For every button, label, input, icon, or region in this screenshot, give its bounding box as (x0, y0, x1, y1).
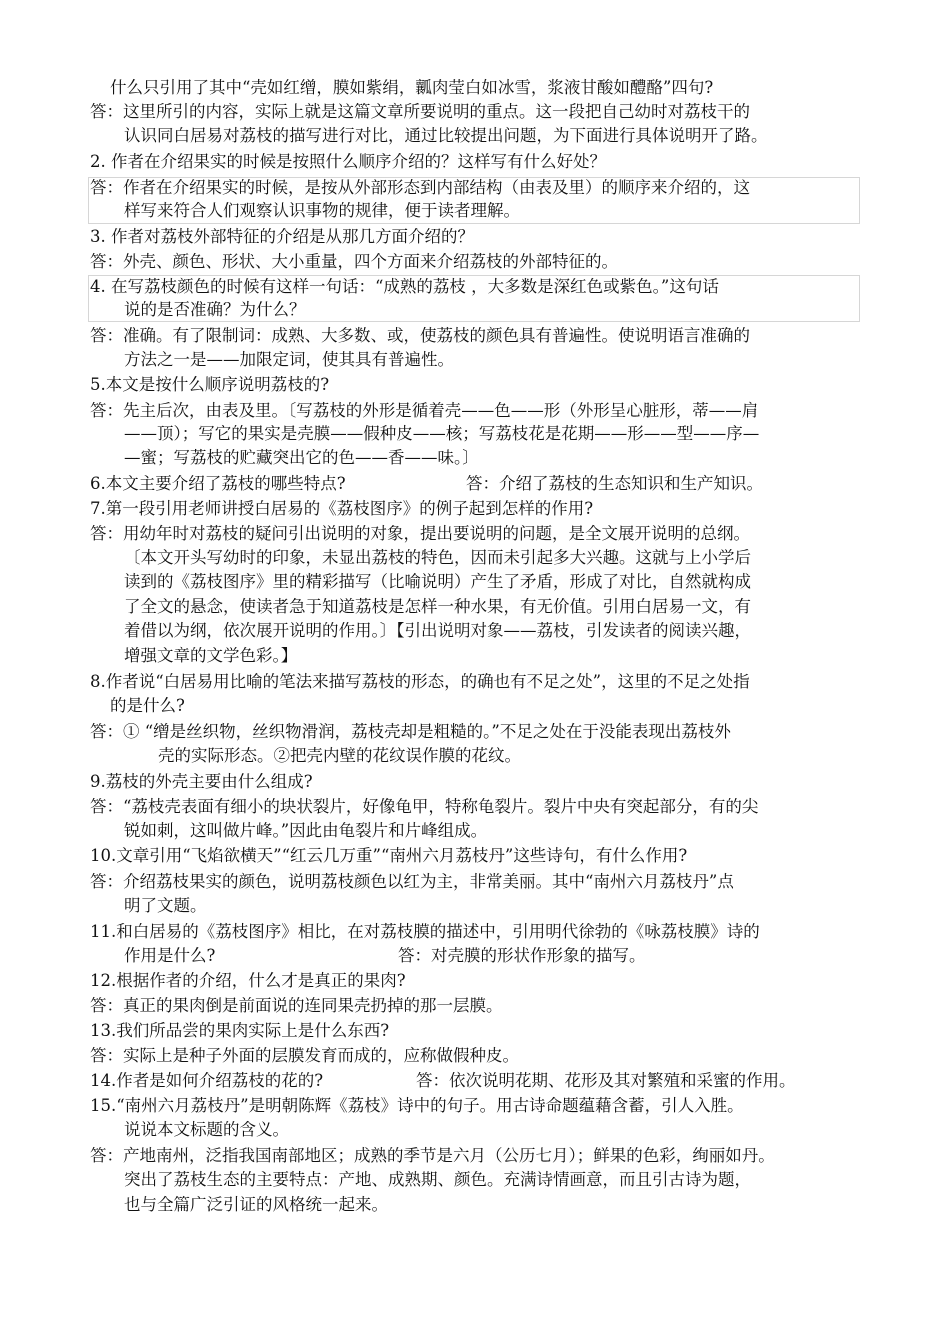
text-line: 作用是什么? (124, 946, 216, 965)
text-line: 方法之一是——加限定词，使其具有普遍性。 (124, 350, 454, 369)
text-line: 10.文章引用“飞焰欲横天”“红云几万重”“南州六月荔枝丹”这些诗句，有什么作用? (90, 846, 688, 865)
text-line: 答：对壳膜的形状作形象的描写。 (398, 946, 646, 965)
text-line: 答：用幼年时对荔枝的疑问引出说明的对象，提出要说明的问题，是全文展开说明的总纲。 (90, 524, 750, 543)
text-line: 15.“南州六月荔枝丹”是明朝陈辉《荔枝》诗中的句子。用古诗命题蕴藉含蓄，引人入胜。 (90, 1096, 744, 1115)
text-line: 明了文题。 (124, 896, 207, 915)
text-line: 答：介绍荔枝果实的颜色，说明荔枝颜色以红为主，非常美丽。其中“南州六月荔枝丹”点 (90, 872, 734, 891)
text-line: 壳的实际形态。②把壳内壁的花纹误作膜的花纹。 (158, 746, 521, 765)
text-line: 4. 在写荔枝颜色的时候有这样一句话：“成熟的荔枝 ，大多数是深红色或紫色。”这句话 (90, 277, 719, 296)
text-line: ——顶）；写它的果实是壳膜——假种皮——核；写荔枝花是花期——形——型——序— (124, 424, 760, 443)
text-line: 样写来符合人们观察认识事物的规律，便于读者理解。 (124, 201, 520, 220)
text-line: 13.我们所品尝的果肉实际上是什么东西? (90, 1021, 390, 1040)
text-line: 9.荔枝的外壳主要由什么组成? (90, 772, 313, 791)
text-line: 增强文章的文学色彩。】 (124, 646, 298, 665)
text-line: 锐如刺，这叫做片峰。”因此由龟裂片和片峰组成。 (124, 821, 488, 840)
text-line: 5.本文是按什么顺序说明荔枝的? (90, 375, 330, 394)
text-line: 什么只引用了其中“壳如红缯，膜如紫绢，瓤肉莹白如冰雪，浆液甘酸如醴酪”四句? (110, 78, 714, 97)
text-line: 答：这里所引的内容，实际上就是这篇文章所要说明的重点。这一段把自己幼时对荔枝干的 (90, 102, 750, 121)
text-line: 答：依次说明花期、花形及其对繁殖和采蜜的作用。 (416, 1071, 796, 1090)
text-line: 2. 作者在介绍果实的时候是按照什么顺序介绍的？这样写有什么好处？ (90, 152, 606, 171)
text-line: 答：外壳、颜色、形状、大小重量，四个方面来介绍荔枝的外部特征的。 (90, 252, 618, 271)
text-line: 8.作者说“白居易用比喻的笔法来描写荔枝的形态，的确也有不足之处”，这里的不足之处指 (90, 672, 750, 691)
text-line: 说的是否准确？为什么？ (124, 300, 306, 319)
text-line: 也与全篇广泛引证的风格统一起来。 (124, 1195, 388, 1214)
text-line: 答：实际上是种子外面的层膜发育而成的，应称做假种皮。 (90, 1046, 519, 1065)
text-line: 11.和白居易的《荔枝图序》相比，在对荔枝膜的描述中，引用明代徐勃的《咏荔枝膜》诗的 (90, 922, 760, 941)
text-line: 的是什么? (110, 696, 185, 715)
text-line: 答：产地南州，泛指我国南部地区；成熟的季节是六月（公历七月）；鲜果的色彩，绚丽如丹。 (90, 1146, 775, 1165)
text-line: 12.根据作者的介绍，什么才是真正的果肉? (90, 971, 406, 990)
text-line: 答：“荔枝壳表面有细小的块状裂片，好像龟甲，特称龟裂片。裂片中央有突起部分，有的尖 (90, 797, 759, 816)
text-line: 答：先主后次，由表及里。〔写荔枝的外形是循着壳——色——形（外形呈心脏形，蒂——肩 (90, 401, 759, 420)
text-line: 了全文的悬念，使读者急于知道荔枝是怎样一种水果，有无价值。引用白居易一文，有 (124, 597, 751, 616)
text-line: 说说本文标题的含义。 (124, 1120, 289, 1139)
text-line: 6.本文主要介绍了荔枝的哪些特点? (90, 474, 346, 493)
text-line: 答：① “缯是丝织物，丝织物滑润，荔枝壳却是粗糙的。”不足之处在于没能表现出荔枝外 (90, 722, 731, 741)
text-line: 着借以为纲，依次展开说明的作用。〕【引出说明对象——荔枝，引发读者的阅读兴趣， (124, 621, 751, 640)
text-line: 答：介绍了荔枝的生态知识和生产知识。 (466, 474, 763, 493)
text-line: 突出了荔枝生态的主要特点：产地、成熟期、颜色。充满诗情画意，而且引古诗为题， (124, 1170, 751, 1189)
text-line: 读到的《荔枝图序》里的精彩描写（比喻说明）产生了矛盾，形成了对比，自然就构成 (124, 572, 751, 591)
text-line: 答：作者在介绍果实的时候，是按从外部形态到内部结构（由表及里）的顺序来介绍的，这 (90, 178, 750, 197)
text-line: 3. 作者对荔枝外部特征的介绍是从那几方面介绍的？ (90, 227, 474, 246)
text-line: 答：真正的果肉倒是前面说的连同果壳扔掉的那一层膜。 (90, 996, 503, 1015)
text-line: 答：准确。有了限制词：成熟、大多数、或，使荔枝的颜色具有普遍性。使说明语言准确的 (90, 326, 750, 345)
text-line: —蜜；写荔枝的贮藏突出它的色——香——味。〕 (124, 448, 479, 467)
text-line: 认识同白居易对荔枝的描写进行对比，通过比较提出问题，为下面进行具体说明开了路。 (124, 126, 768, 145)
text-line: 14.作者是如何介绍荔枝的花的? (90, 1071, 324, 1090)
text-line: 〔本文开头写幼时的印象，未显出荔枝的特色，因而未引起多大兴趣。这就与上小学后 (124, 548, 751, 567)
text-line: 7.第一段引用老师讲授白居易的《荔枝图序》的例子起到怎样的作用? (90, 499, 594, 518)
